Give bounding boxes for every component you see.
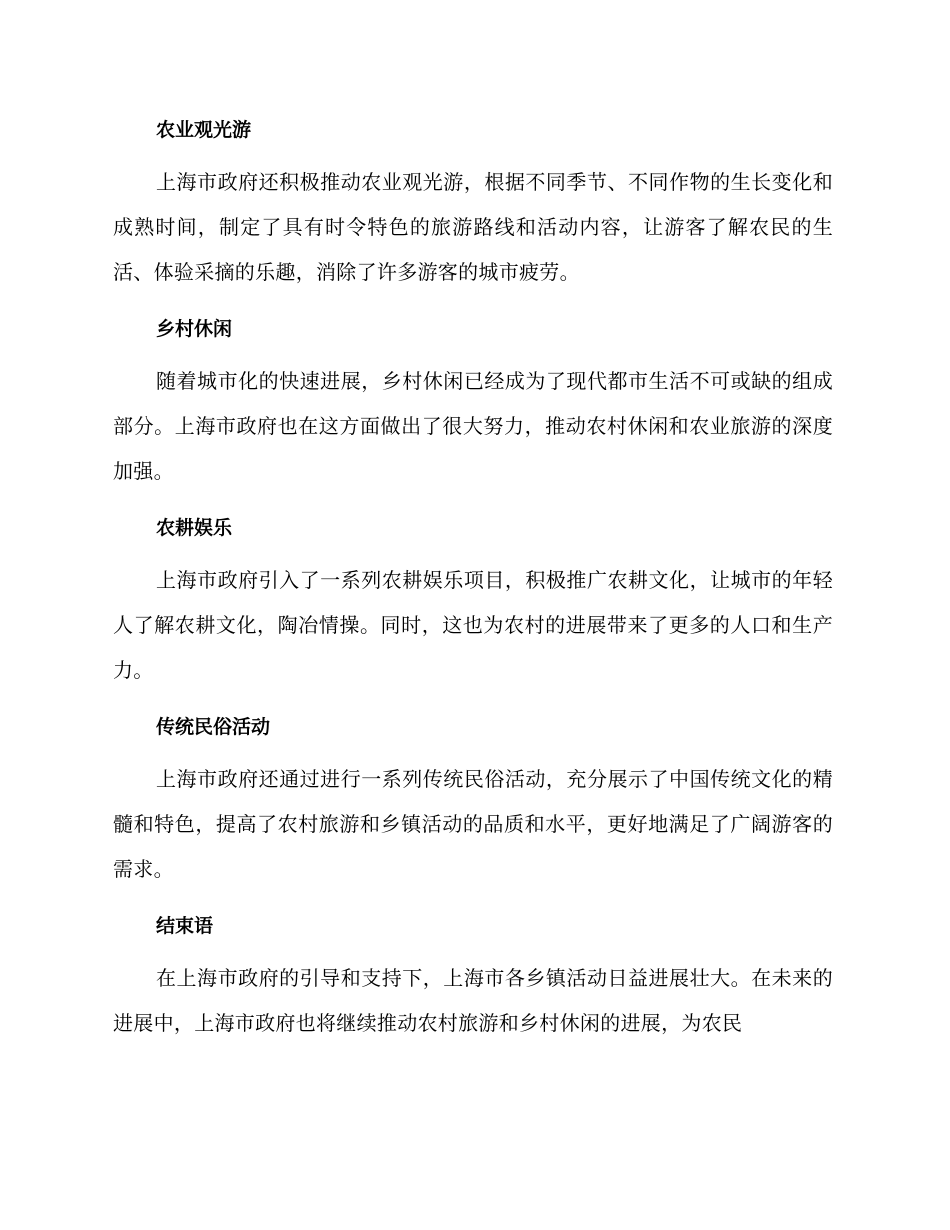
section-rural-leisure bbox=[113, 307, 833, 494]
section-heading: 乡村休闲 bbox=[156, 318, 233, 340]
section-folk-activities bbox=[113, 705, 833, 892]
section-heading: 农耕娱乐 bbox=[156, 517, 233, 539]
section-conclusion bbox=[113, 904, 833, 1046]
section-paragraph: 随着城市化的快速进展，乡村休闲已经成为了现代都市生活不可或缺的组成部分。上海市政府也在这方面做出了很大努力，推动农村休闲和农业旅游的深度加强。 bbox=[113, 369, 833, 483]
section-paragraph: 上海市政府还积极推动农业观光游，根据不同季节、不同作物的生长变化和成熟时间，制定了具有时令特色的旅游路线和活动内容，让游客了解农民的生活、体验采摘的乐趣，消除了许多游客的城市疲劳。 bbox=[113, 170, 833, 284]
section-farming-entertainment bbox=[113, 506, 833, 693]
document-page bbox=[113, 108, 833, 1046]
section-paragraph: 在上海市政府的引导和支持下，上海市各乡镇活动日益进展壮大。在未来的进展中，上海市政府也将继续推动农村旅游和乡村休闲的进展，为农民 bbox=[113, 966, 833, 1035]
section-agri-sightseeing bbox=[113, 108, 833, 295]
section-heading: 农业观光游 bbox=[156, 119, 252, 141]
section-heading: 结束语 bbox=[156, 915, 214, 937]
section-paragraph: 上海市政府还通过进行一系列传统民俗活动，充分展示了中国传统文化的精髓和特色，提高了农村旅游和乡镇活动的品质和水平，更好地满足了广阔游客的需求。 bbox=[113, 767, 833, 881]
section-paragraph: 上海市政府引入了一系列农耕娱乐项目，积极推广农耕文化，让城市的年轻人了解农耕文化，陶冶情操。同时，这也为农村的进展带来了更多的人口和生产力。 bbox=[113, 568, 833, 682]
section-heading: 传统民俗活动 bbox=[156, 716, 271, 738]
